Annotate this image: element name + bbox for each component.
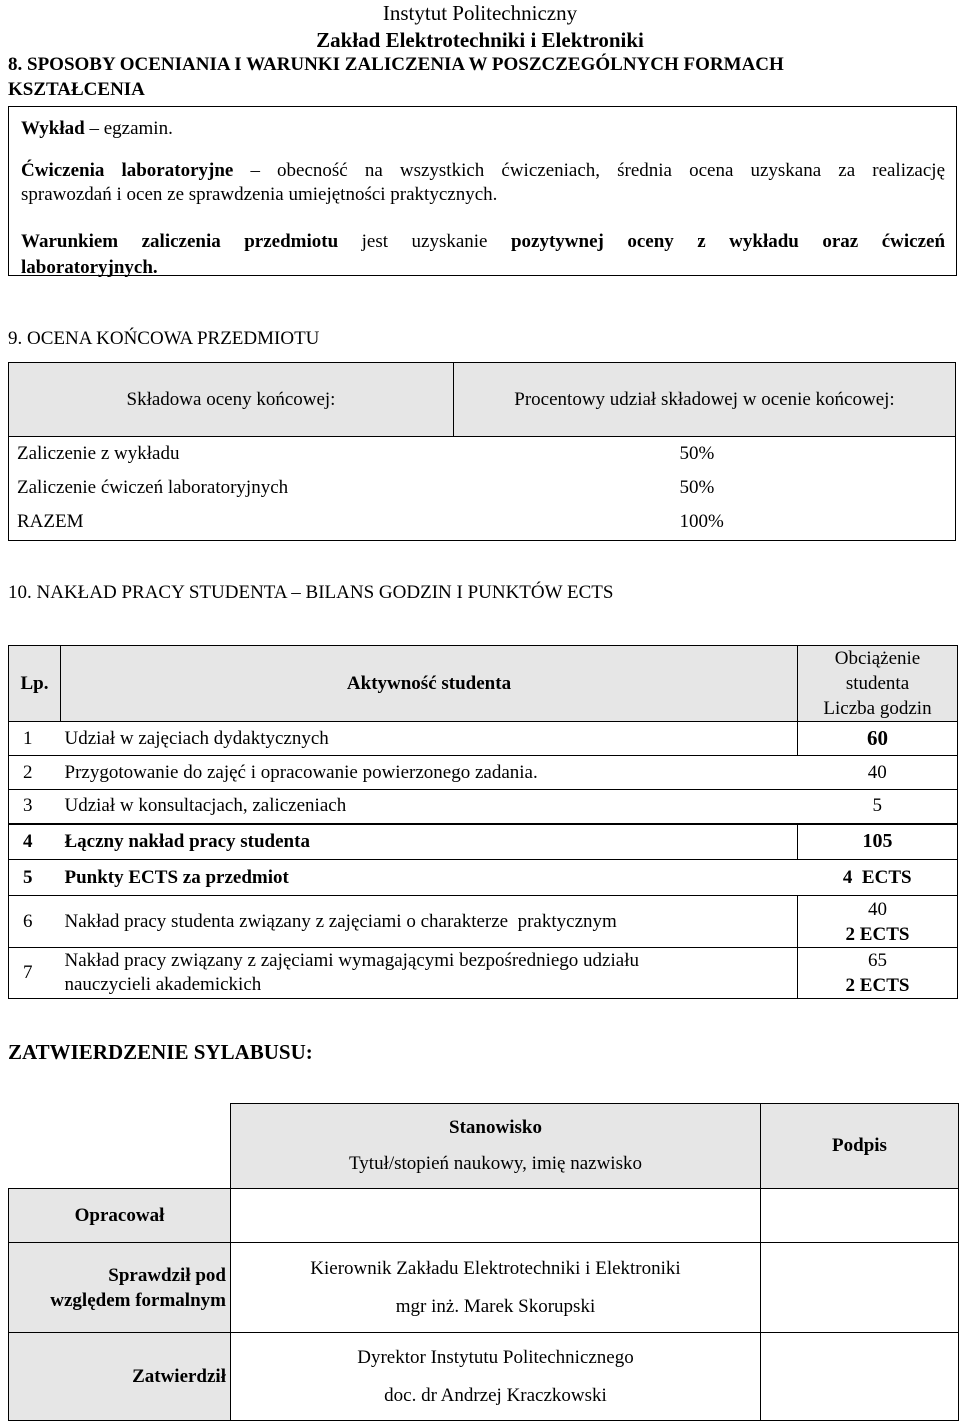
approval-role-label: Zatwierdził <box>9 1333 231 1421</box>
row-activity: Udział w konsultacjach, zaliczeniach <box>61 790 798 824</box>
section9-title: 9. OCENA KOŃCOWA PRZEDMIOTU <box>8 328 320 349</box>
row-lp: 1 <box>9 722 61 756</box>
row-activity: Nakład pracy studenta związany z zajęciami o charakterze praktycznym <box>61 896 798 948</box>
load-header <box>798 646 958 722</box>
approval-empty-corner <box>9 1104 231 1189</box>
row-activity: Udział w zajęciach dydaktycznych <box>61 722 798 756</box>
row-value-hours: 40 <box>868 898 887 920</box>
condition-bold-3: laboratoryjnych. <box>21 257 158 278</box>
approval-row <box>9 1243 959 1333</box>
lp-header: Lp. <box>9 646 61 722</box>
table-row <box>9 722 958 756</box>
component-share: 100% <box>454 505 956 541</box>
lab-text-line2: sprawozdań i ocen ze sprawdzenia umiejętności praktycznych. <box>21 184 498 205</box>
lab-text-line1: – obecność na wszystkich ćwiczeniach, średnia ocena uzyskana za realizację <box>233 160 945 181</box>
approval-person-line1: Dyrektor Instytutu Politechnicznego <box>357 1346 634 1368</box>
table-row <box>9 896 958 948</box>
row-value: 5 <box>798 790 958 824</box>
approval-person-cell <box>231 1333 761 1421</box>
row-value: 40 <box>798 756 958 790</box>
table-row <box>9 824 958 860</box>
final-grade-row <box>9 437 956 471</box>
load-header-line1: Obciążenie <box>834 648 921 669</box>
approval-person-line2: doc. dr Andrzej Kraczkowski <box>384 1384 607 1406</box>
condition-bold-1: Warunkiem zaliczenia przedmiotu <box>21 231 339 252</box>
approval-person-line2: mgr inż. Marek Skorupski <box>395 1295 596 1317</box>
row-lp: 2 <box>9 756 61 790</box>
position-header <box>231 1104 761 1189</box>
row-activity: Łączny nakład pracy studenta <box>61 824 798 860</box>
institute-header <box>0 0 960 54</box>
component-name: Zaliczenie z wykładu <box>9 437 454 471</box>
table-row <box>9 756 958 790</box>
component-name: RAZEM <box>9 505 454 541</box>
row-value <box>798 896 958 948</box>
approval-person-line1: Kierownik Zakładu Elektrotechniki i Elektroniki <box>310 1257 681 1279</box>
share-header: Procentowy udział składowej w ocenie końcowej: <box>454 363 956 437</box>
row-value: 4 ECTS <box>798 860 958 896</box>
load-header-line2: studenta <box>845 673 910 694</box>
row-lp: 6 <box>9 896 61 948</box>
section8-title <box>8 52 953 102</box>
row-lp: 4 <box>9 824 61 860</box>
section10-title: 10. NAKŁAD PRACY STUDENTA – BILANS GODZIN I PUNKTÓW ECTS <box>8 582 614 603</box>
approval-person-cell <box>231 1243 761 1333</box>
approval-role-label-line2: względem formalnym <box>50 1289 226 1311</box>
table-row <box>9 790 958 824</box>
lecture-rule <box>21 117 173 141</box>
section8-title-line2: KSZTAŁCENIA <box>8 79 145 100</box>
approval-person-cell <box>231 1189 761 1243</box>
approval-row <box>9 1333 959 1421</box>
lecture-label: Wykład <box>21 118 85 139</box>
row-lp: 7 <box>9 948 61 999</box>
lecture-text: – egzamin. <box>84 118 173 139</box>
condition-bold-2: pozytywnej oceny z wykładu oraz ćwiczeń <box>510 231 946 252</box>
section8-title-line1: 8. SPOSOBY OCENIANIA I WARUNKI ZALICZENIA W POSZCZEGÓLNYCH FORMACH <box>8 54 784 75</box>
row-lp: 5 <box>9 860 61 896</box>
component-name: Zaliczenie ćwiczeń laboratoryjnych <box>9 471 454 505</box>
row-activity <box>61 948 798 999</box>
approval-table <box>8 1103 959 1421</box>
row-value: 105 <box>798 824 958 860</box>
component-share: 50% <box>454 471 956 505</box>
component-share: 50% <box>454 437 956 471</box>
final-grade-row <box>9 505 956 541</box>
row-value <box>798 948 958 999</box>
position-header-line1: Stanowisko <box>449 1117 542 1138</box>
pass-condition <box>21 229 945 281</box>
row-activity-line2: nauczycieli akademickich <box>64 974 262 995</box>
institute-name: Instytut Politechniczny <box>382 1 578 25</box>
final-grade-row <box>9 471 956 505</box>
component-header: Składowa oceny końcowej: <box>9 363 454 437</box>
section8-box <box>8 106 957 276</box>
approval-role-label-line1: Sprawdził pod <box>108 1264 226 1286</box>
final-grade-table <box>8 362 956 541</box>
row-value-ects: 2 ECTS <box>845 923 910 945</box>
table-row <box>9 860 958 896</box>
row-activity: Przygotowanie do zajęć i opracowanie powierzonego zadania. <box>61 756 798 790</box>
row-value-hours: 65 <box>868 950 887 971</box>
load-header-line3: Liczba godzin <box>823 698 932 719</box>
approval-role-label: Opracował <box>9 1189 231 1243</box>
condition-text: jest uzyskanie <box>338 231 511 252</box>
signature-header: Podpis <box>761 1104 959 1189</box>
approval-signature-cell <box>761 1189 959 1243</box>
lab-rule <box>21 159 945 207</box>
row-activity-line1: Nakład pracy związany z zajęciami wymagającymi bezpośredniego udziału <box>64 950 639 971</box>
activity-header: Aktywność studenta <box>61 646 798 722</box>
department-name: Zakład Elektrotechniki i Elektroniki <box>316 28 644 52</box>
lab-label: Ćwiczenia laboratoryjne <box>21 160 234 181</box>
approval-role-label <box>9 1243 231 1333</box>
row-value: 60 <box>798 722 958 756</box>
position-header-line2: Tytuł/stopień naukowy, imię nazwisko <box>349 1153 642 1174</box>
approval-row <box>9 1189 959 1243</box>
approval-header-row <box>9 1104 959 1189</box>
approval-signature-cell <box>761 1243 959 1333</box>
final-grade-header-row <box>9 363 956 437</box>
workload-header-row <box>9 646 958 722</box>
approval-signature-cell <box>761 1333 959 1421</box>
approval-title: ZATWIERDZENIE SYLABUSU: <box>8 1040 313 1064</box>
row-lp: 3 <box>9 790 61 824</box>
workload-table <box>8 645 958 999</box>
row-value-ects: 2 ECTS <box>845 975 910 996</box>
row-activity: Punkty ECTS za przedmiot <box>61 860 798 896</box>
table-row <box>9 948 958 999</box>
